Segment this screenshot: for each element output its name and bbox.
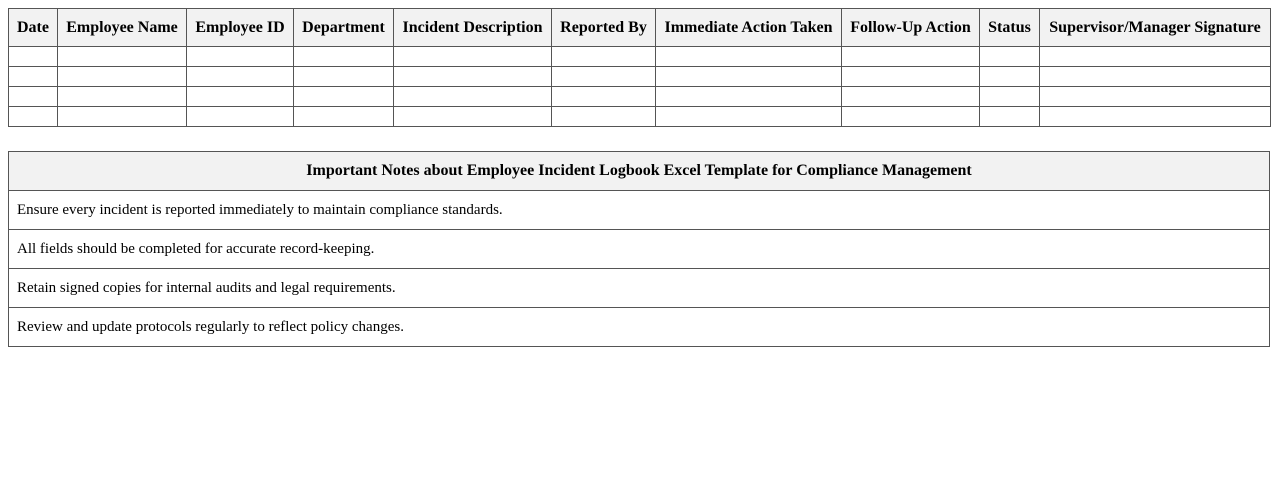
table-row [9, 67, 1271, 87]
table-cell[interactable] [9, 47, 58, 67]
table-cell[interactable] [1040, 47, 1271, 67]
column-header-reported-by: Reported By [552, 9, 656, 47]
table-cell[interactable] [394, 47, 552, 67]
table-cell[interactable] [656, 47, 842, 67]
note-row [9, 308, 1270, 347]
column-header-employee-id: Employee ID [187, 9, 294, 47]
table-cell[interactable] [552, 47, 656, 67]
table-cell[interactable] [294, 67, 394, 87]
table-cell[interactable] [552, 67, 656, 87]
note-item: All fields should be completed for accurate record-keeping. [9, 230, 1270, 269]
table-row [9, 107, 1271, 127]
table-cell[interactable] [58, 67, 187, 87]
page-content [8, 8, 1270, 347]
important-notes-table [8, 151, 1270, 347]
table-cell[interactable] [1040, 67, 1271, 87]
note-row [9, 191, 1270, 230]
table-cell[interactable] [187, 107, 294, 127]
table-cell[interactable] [294, 87, 394, 107]
column-header-date: Date [9, 9, 58, 47]
table-cell[interactable] [980, 87, 1040, 107]
table-cell[interactable] [980, 107, 1040, 127]
table-cell[interactable] [980, 67, 1040, 87]
incident-log-table [8, 8, 1271, 127]
table-cell[interactable] [58, 107, 187, 127]
table-cell[interactable] [656, 107, 842, 127]
table-cell[interactable] [294, 107, 394, 127]
table-cell[interactable] [394, 87, 552, 107]
table-cell[interactable] [9, 67, 58, 87]
table-cell[interactable] [58, 87, 187, 107]
table-cell[interactable] [842, 47, 980, 67]
table-cell[interactable] [842, 87, 980, 107]
notes-title: Important Notes about Employee Incident Logbook Excel Template for Compliance Management [9, 152, 1270, 191]
column-header-immediate-action: Immediate Action Taken [656, 9, 842, 47]
column-header-employee-name: Employee Name [58, 9, 187, 47]
note-row [9, 230, 1270, 269]
table-cell[interactable] [656, 67, 842, 87]
table-cell[interactable] [9, 87, 58, 107]
table-cell[interactable] [980, 47, 1040, 67]
table-cell[interactable] [9, 107, 58, 127]
table-cell[interactable] [552, 87, 656, 107]
column-header-department: Department [294, 9, 394, 47]
table-cell[interactable] [187, 47, 294, 67]
table-cell[interactable] [1040, 87, 1271, 107]
note-item: Review and update protocols regularly to reflect policy changes. [9, 308, 1270, 347]
table-cell[interactable] [1040, 107, 1271, 127]
column-header-signature: Supervisor/Manager Signature [1040, 9, 1271, 47]
table-row [9, 47, 1271, 67]
notes-header-row [9, 152, 1270, 191]
table-header-row [9, 9, 1271, 47]
table-cell[interactable] [656, 87, 842, 107]
table-cell[interactable] [394, 67, 552, 87]
table-cell[interactable] [842, 67, 980, 87]
column-header-follow-up-action: Follow-Up Action [842, 9, 980, 47]
table-cell[interactable] [187, 67, 294, 87]
table-cell[interactable] [294, 47, 394, 67]
note-item: Ensure every incident is reported immediately to maintain compliance standards. [9, 191, 1270, 230]
column-header-status: Status [980, 9, 1040, 47]
table-row [9, 87, 1271, 107]
column-header-incident-description: Incident Description [394, 9, 552, 47]
table-cell[interactable] [842, 107, 980, 127]
table-cell[interactable] [552, 107, 656, 127]
note-row [9, 269, 1270, 308]
table-cell[interactable] [58, 47, 187, 67]
note-item: Retain signed copies for internal audits and legal requirements. [9, 269, 1270, 308]
table-cell[interactable] [187, 87, 294, 107]
table-cell[interactable] [394, 107, 552, 127]
